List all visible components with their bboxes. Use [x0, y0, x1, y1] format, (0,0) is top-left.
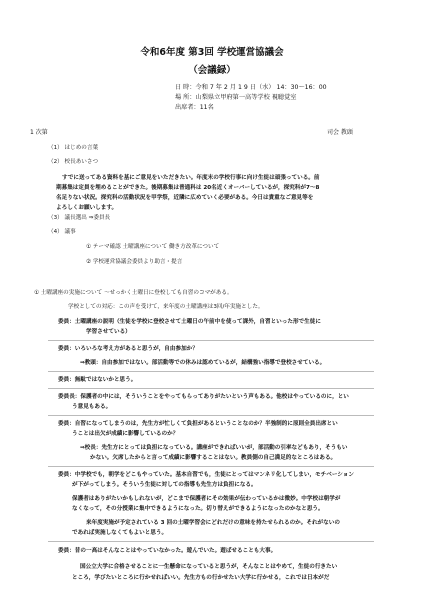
agenda-item: （3） 議長選出 ⇒委員長 [48, 215, 111, 221]
minutes-line: 来年度実施が予定されている 3 回の土曜学習会にどれだけの意味を持たせられるのか。それがないの [86, 520, 340, 526]
document-subtitle: （会議録） [188, 65, 236, 76]
separator [48, 340, 374, 341]
minutes-line: 委員長：保護者の中には，そういうことをやってもらってありがたいという声もある。他校はやっているのに，とい [58, 394, 349, 400]
minutes-line: うことは出欠が成績に影響しているのか？ [72, 431, 179, 437]
minutes-line: ところ，学びたいところに行かせればいい。先生方もの行かせたい大学に行かせる，これでは日本がだ [72, 575, 330, 581]
minutes-line: ⇒教頭：自由参加ではない。部活動等での休みは認めているが，結構強い指導で登校させている。 [80, 360, 326, 366]
minutes-line: 委員：昔の一高はそんなことはやっていなかった。遊んでいた。遊ばせることも大事。 [58, 548, 277, 554]
agenda-chair: 司会 教頭 [327, 129, 353, 136]
separator [48, 388, 374, 389]
agenda-subitem: ① テーマ確認 土曜講座について 働き方改革について [86, 244, 220, 250]
minutes-line: 国公立大学に合格させることに一生懸命になっていると思うが，そんなことはやめて，生徒の行きたい [80, 564, 338, 570]
greeting-line: 期募集は定員を埋めることができた。後期募集は普通科は 20名近くオーバーしているが，探究科が7～8 [56, 185, 320, 191]
agenda-item: （4） 議事 [48, 229, 76, 235]
agenda-heading: 1 次第 [30, 129, 48, 136]
minutes-line: ① 土曜講座の実施について ～せっかく土曜日に登校しても自習のコマがある。 [34, 290, 233, 296]
meta-location: 場 所：山梨県立甲府第一高等学校 視聴覚室 [175, 94, 297, 101]
minutes-line: 委員：中学校でも，朝学をどこもやっていた。基本自習でも，生徒にとってはマンネリ化してしまい，モチベーション [58, 472, 354, 478]
minutes-line: 委員：いろいろな考え方があると思うが，自由参加か？ [58, 346, 198, 352]
minutes-line: 保護者はありがたいかもしれないが，どこまで保護者にその効果が伝わっているかは微妙。中学校は朝学が [72, 496, 341, 502]
separator [48, 415, 374, 416]
minutes-line: う意見もある。 [72, 404, 112, 410]
separator [48, 541, 374, 542]
meta-datetime: 日 時：令和 7 年 2 月 1 9 日（水） 14：30～16：00 [175, 84, 327, 91]
minutes-line: なくなって，その分授業に集中できるようになった。切り替えができるようになったのかなと思う。 [72, 506, 324, 512]
minutes-line: 学習させている） [86, 329, 131, 335]
minutes-line: 委員：無駄ではないかと思う。 [58, 377, 137, 383]
greeting-line: すでに送ってある資料を基にご意見をいただきたい。年度末の学校行事に向け生徒は頑張っている。前 [62, 175, 320, 181]
document-title: 令和6年度 第3回 学校運営協議会 [140, 47, 284, 58]
minutes-line: 委員：自習になってしまうのは，先生方が忙しくて負担があるということなのか？半強制的に原則全員出席とい [58, 421, 338, 427]
agenda-item: （2） 校長あいさつ [48, 159, 99, 165]
agenda-subitem: ② 学校運営協議会委員より助言・提言 [86, 259, 183, 265]
greeting-line: 名足りない状況。探究科の活動状況を甲学祭，近隣に広めていく必要がある。今日は貴重なご意見等を [56, 195, 314, 201]
minutes-line: であれば実施しなくてもよいと思う。 [72, 530, 168, 536]
meta-attendees: 出席者：11名 [175, 104, 214, 111]
minutes-line: 委員：土曜講座の説明（生徒を学校に登校させて土曜日の午前中を使って課外，自習といった形で生徒に [58, 319, 321, 325]
greeting-line: よろしくお願いします。 [56, 205, 118, 211]
separator [48, 371, 374, 372]
separator [48, 466, 374, 467]
minutes-line: かない。欠席したからと言って成績に影響することはない。教員側の自己満足的なところはある。 [90, 455, 337, 461]
agenda-item: （1） はじめの言葉 [48, 145, 99, 151]
minutes-line: 学校としての対応：この声を受けて，来年度の土曜講座は3回/年実施とした。 [68, 304, 264, 310]
minutes-line: が下がってしまう。そういう生徒に対しての指導も先生方は負担になる。 [72, 482, 257, 488]
minutes-line: ⇒校長：先生方にとっては負担になっている。講座ができればいいが，部活動の引率などもあり，そうもい [80, 445, 348, 451]
